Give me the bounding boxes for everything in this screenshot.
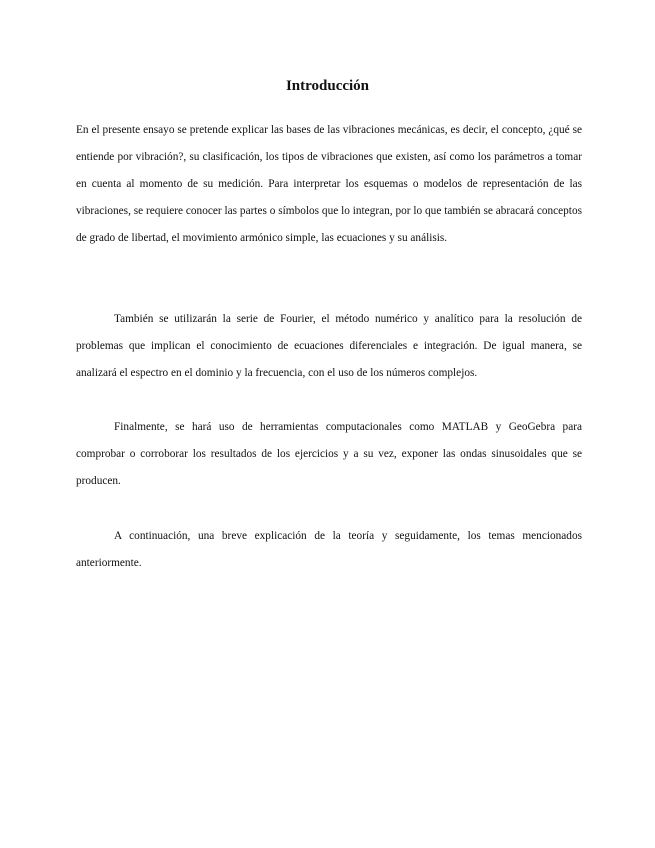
page-title: Introducción: [285, 78, 370, 94]
paragraph-tools: Finalmente, se hará uso de herramientas computacionales como MATLAB y GeoGebra para comprobar o corroborar los resultados de los ejercicios y a su vez, exponer las ondas sinusoidales que se producen.: [76, 421, 582, 487]
paragraph-intro: En el presente ensayo se pretende explicar las bases de las vibraciones mecánicas, es decir, el concepto, ¿qué se entiende por vibración?, su clasificación, los tipos de vibraciones que existen, así como los parámetros a tomar en cuenta al momento de su medición. Para interpretar los esquemas o modelos de representación de las vibraciones, se requiere conocer las partes o símbolos que lo integran, por lo que también se abracará conceptos de grado de libertad, el movimiento armónico simple, las ecuaciones y su análisis.: [76, 124, 582, 244]
paragraph-continuation: A continuación, una breve explicación de la teoría y seguidamente, los temas mencionados anteriormente.: [76, 530, 582, 569]
paragraph-fourier: También se utilizarán la serie de Fourier, el método numérico y analítico para la resolución de problemas que implican el conocimiento de ecuaciones diferenciales e integración. De igual manera, se analizará el espectro en el dominio y la frecuencia, con el uso de los números complejos.: [76, 313, 582, 379]
